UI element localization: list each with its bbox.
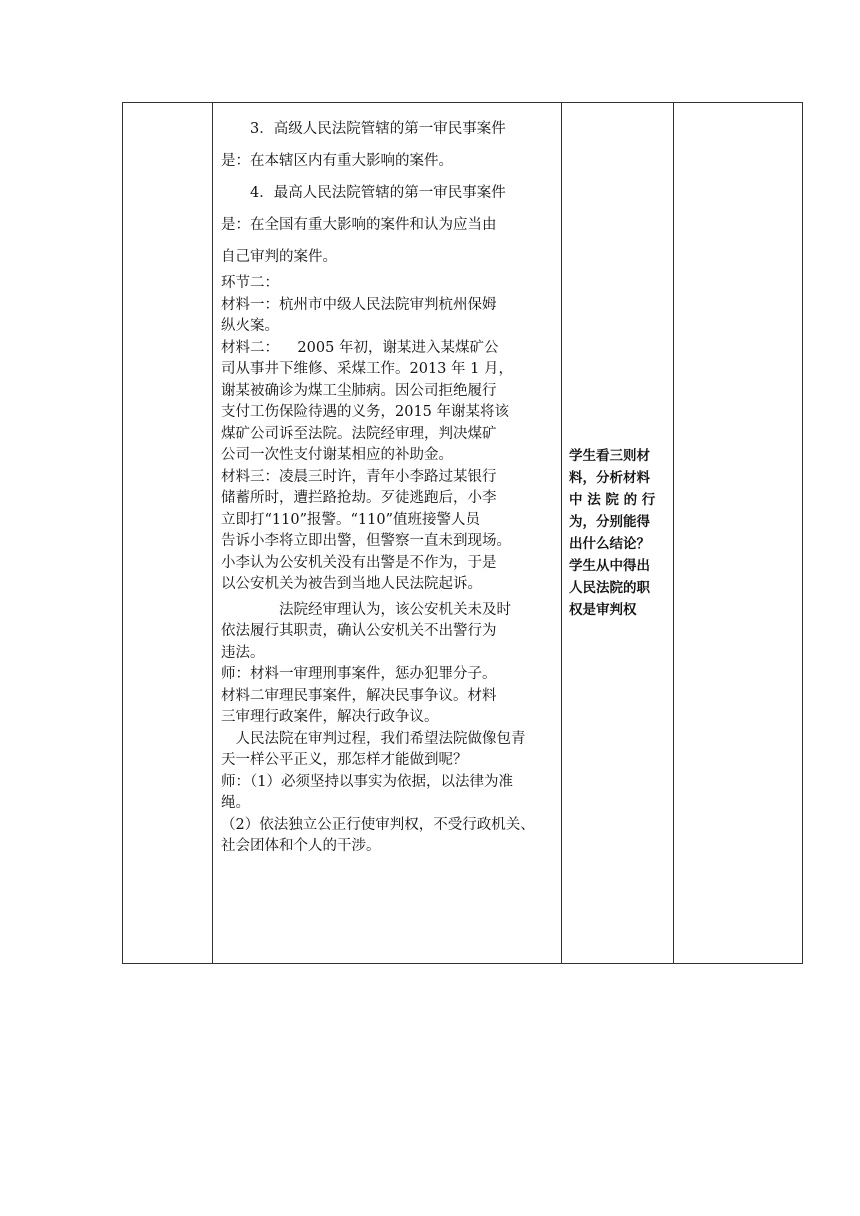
activity-line: 为，分别能得: [569, 514, 650, 530]
paragraph: 社会团体和个人的干涉。: [221, 838, 381, 854]
paragraph: 法院经审理认为，该公安机关未及时: [279, 601, 511, 618]
student-activity-text: [562, 445, 673, 621]
activity-line: 人民法院的职: [569, 580, 650, 596]
paragraph: 材料二： 2005 年初，谢某进入某煤矿公: [221, 339, 499, 356]
paragraph: 违法。: [221, 644, 265, 661]
paragraph: 谢某被确诊为煤工尘肺病。因公司拒绝履行: [221, 382, 497, 399]
paragraph: 储蓄所时，遭拦路抢劫。歹徒逃跑后，小李: [221, 490, 497, 506]
paragraph: 材料一：杭州市中级人民法院审判杭州保姆: [221, 296, 497, 313]
activity-line: 出什么结论？: [569, 536, 650, 552]
stage-cell: [123, 103, 213, 964]
paragraph: 天一样公平正义，那怎样才能做到呢？: [221, 752, 468, 768]
paragraph: 告诉小李将立即出警，但警察一直未到现场。: [221, 533, 511, 549]
section-heading: 环节二：: [221, 275, 279, 291]
paragraph: 人民法院在审判过程，我们希望法院做像包青: [235, 730, 526, 747]
paragraph: 材料二审理民事案件，解决民事争议。材料: [221, 687, 497, 704]
activity-line: 中 法 院 的 行: [569, 492, 656, 508]
paragraph: 公司一次性支付谢某相应的补助金。: [221, 447, 453, 463]
activity-line: 料，分析材料: [569, 470, 650, 486]
paragraph: 自己审判的案件。: [221, 249, 337, 265]
paragraph: 依法履行其职责，确认公安机关不出警行为: [221, 623, 497, 639]
paragraph: 支付工伤保险待遇的义务，2015 年谢某将该: [221, 404, 510, 420]
paragraph: 是：在全国有重大影响的案件和认为应当由: [221, 217, 497, 233]
paragraph: 纵火案。: [221, 318, 279, 334]
lesson-plan-table: [122, 102, 803, 964]
paragraph: 绳。: [221, 795, 250, 811]
activity-line: 学生从中得出: [569, 558, 650, 574]
paragraph: 小李认为公安机关没有出警是不作为，于是: [221, 554, 497, 571]
table-row: [123, 103, 803, 964]
activity-line: 学生看三则材: [569, 448, 650, 464]
paragraph: 煤矿公司诉至法院。法院经审理，判决煤矿: [221, 425, 497, 442]
paragraph: 立即打“110”报警。“110”值班接警人员: [221, 511, 481, 528]
paragraph: （2）依法独立公正行使审判权，不受行政机关、: [221, 816, 535, 833]
activity-line: 权是审判权: [569, 602, 637, 618]
paragraph: 以公安机关为被告到当地人民法院起诉。: [221, 576, 482, 592]
content-body: [213, 103, 561, 858]
paragraph: 4．最高人民法院管辖的第一审民事案件: [250, 185, 506, 201]
notes-cell: [674, 103, 803, 964]
paragraph: 是：在本辖区内有重大影响的案件。: [221, 153, 453, 169]
content-cell: [213, 103, 562, 964]
student-activity-cell: [562, 103, 674, 964]
paragraph: 材料三：凌晨三时许，青年小李路过某银行: [221, 468, 497, 485]
paragraph: 司从事井下维修、采煤工作。2013 年 1 月，: [221, 361, 513, 377]
paragraph: 3．高级人民法院管辖的第一审民事案件: [250, 121, 506, 137]
paragraph: 师：（1）必须坚持以事实为依据，以法律为准: [221, 773, 513, 790]
paragraph: 师：材料一审理刑事案件，惩办犯罪分子。: [221, 666, 497, 682]
paragraph: 三审理行政案件，解决行政争议。: [221, 709, 439, 725]
